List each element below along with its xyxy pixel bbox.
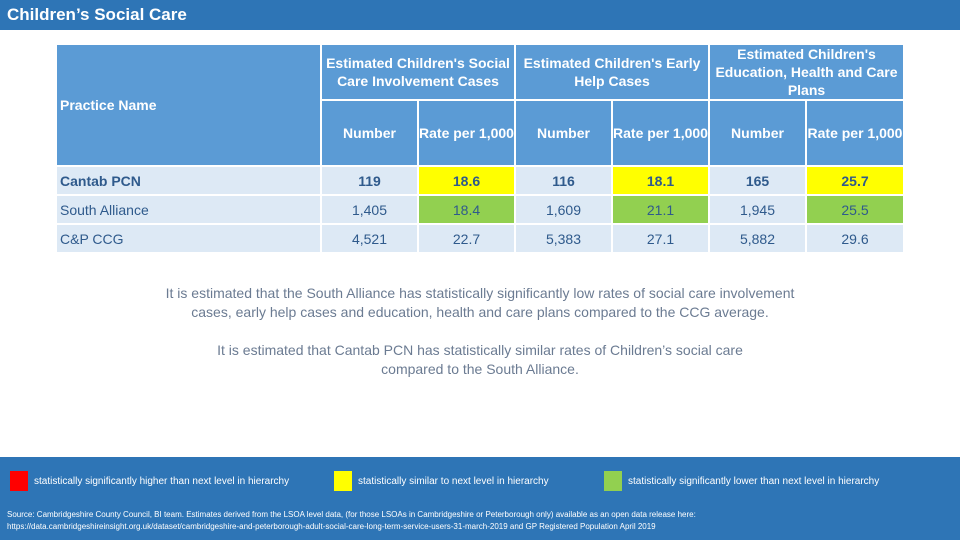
number-header: Number [321,100,418,166]
page-title: Children’s Social Care [0,0,960,30]
care-data-table [56,44,904,253]
source-link[interactable]: https://data.cambridgeshireinsight.org.uk/dataset/cambridgeshire-and-peterborough-adult-social-care-long-term-service-users-31-march-2019 and GP Registered Population April 2019 [7,522,656,531]
social-care-number-cell: 4,521 [321,224,418,253]
early-help-number-cell: 5,383 [515,224,612,253]
number-header: Number [515,100,612,166]
green-swatch [604,471,622,491]
early-help-number-cell: 1,609 [515,195,612,224]
legend-label: statistically significantly lower than next level in hierarchy [628,475,880,487]
red-swatch [10,471,28,491]
number-header: Number [709,100,806,166]
early-help-rate-cell: 21.1 [612,195,709,224]
practice-name-cell: C&P CCG [56,224,321,253]
summary-paragraph-south-alliance [0,284,960,322]
source-line: Source: Cambridgeshire County Council, BI team. Estimates derived from the LSOA level data, (for those LSOAs in Cambridgeshire or Peterborough only) available as an open data release here: [7,510,696,519]
table-row [56,224,904,253]
early-help-number-cell: 116 [515,166,612,195]
summary-line: compared to the South Alliance. [381,361,579,377]
social-care-group-header: Estimated Children's Social Care Involvement Cases [321,44,515,100]
rate-header: Rate per 1,000 [806,100,904,166]
legend-item-lower [604,471,879,491]
summary-line: It is estimated that the South Alliance has statistically significantly low rates of social care involvement [165,285,795,301]
social-care-number-cell: 119 [321,166,418,195]
legend-label: statistically similar to next level in hierarchy [358,475,549,487]
ehc-plans-rate-cell: 25.7 [806,166,904,195]
legend-footer [0,457,960,540]
ehc-plans-number-cell: 1,945 [709,195,806,224]
legend-label: statistically significantly higher than next level in hierarchy [34,475,290,487]
ehc-plans-group-header: Estimated Children's Education, Health and Care Plans [709,44,904,100]
legend-item-similar [334,471,549,491]
legend-item-higher [10,471,289,491]
ehc-plans-rate-cell: 29.6 [806,224,904,253]
practice-name-cell: South Alliance [56,195,321,224]
practice-name-cell: Cantab PCN [56,166,321,195]
ehc-plans-number-cell: 5,882 [709,224,806,253]
social-care-rate-cell: 18.6 [418,166,515,195]
table-row [56,195,904,224]
social-care-rate-cell: 22.7 [418,224,515,253]
practice-name-header: Practice Name [56,44,321,166]
table-row [56,166,904,195]
early-help-rate-cell: 27.1 [612,224,709,253]
source-note [7,509,953,533]
early-help-rate-cell: 18.1 [612,166,709,195]
summary-line: cases, early help cases and education, health and care plans compared to the CCG average. [191,304,769,320]
summary-line: It is estimated that Cantab PCN has statistically similar rates of Children’s social care [217,342,743,358]
yellow-swatch [334,471,352,491]
early-help-group-header: Estimated Children's Early Help Cases [515,44,709,100]
summary-paragraph-cantab [0,341,960,379]
ehc-plans-number-cell: 165 [709,166,806,195]
social-care-rate-cell: 18.4 [418,195,515,224]
ehc-plans-rate-cell: 25.5 [806,195,904,224]
social-care-number-cell: 1,405 [321,195,418,224]
rate-header: Rate per 1,000 [612,100,709,166]
rate-header: Rate per 1,000 [418,100,515,166]
